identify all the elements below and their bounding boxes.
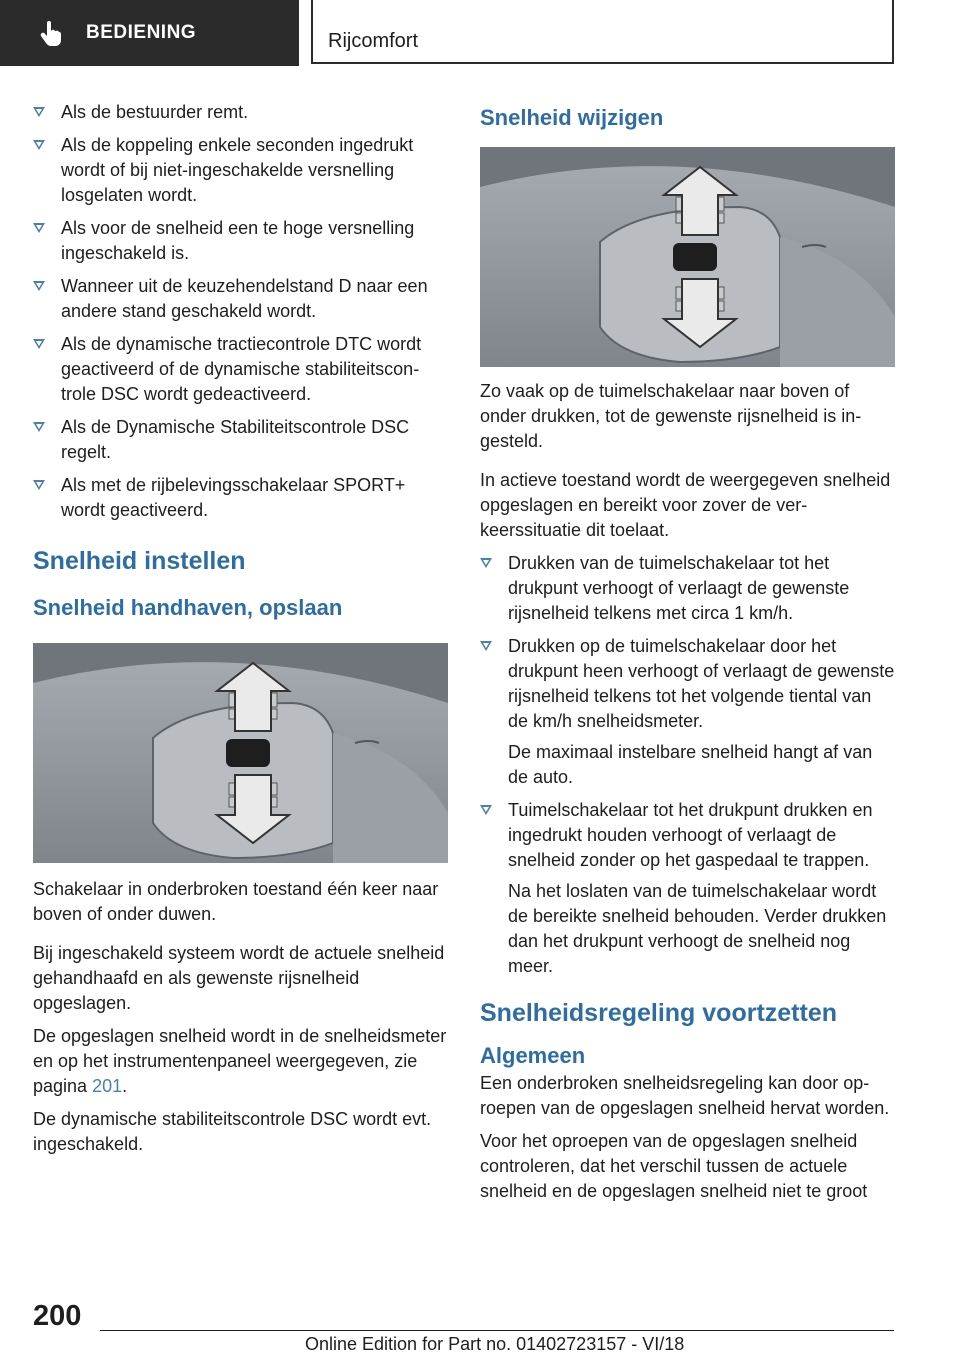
section-title: BEDIENING [86, 22, 197, 43]
chapter-header [311, 0, 894, 64]
paragraph: Voor het oproepen van de opgeslagen snelheid controleren, dat het verschil tussen de actuele snelheid en de opgeslagen snelheid niet te groot [480, 1131, 868, 1201]
steering-wheel-photo [33, 643, 448, 863]
list-item: Als met de rijbelevingsschakelaar SPORT+ wordt geactiveerd. [33, 473, 448, 523]
list-item: Als de dynamische tractiecontrole DTC wordt geactiveerd of de dynamische stabiliteitscontrole DSC wordt gedeactiveerd. [33, 332, 448, 407]
list-item: Als voor de snelheid een te hoge versnelling ingeschakeld is. [33, 216, 448, 266]
section-heading: Snelheid instellen [33, 547, 246, 575]
subsection-heading: Snelheid handhaven, opslaan [33, 595, 343, 620]
left-column [33, 100, 448, 1165]
hand-pointer-icon [40, 20, 66, 46]
paragraph: De dynamische stabiliteitscontrole DSC wordt evt. ingeschakeld. [33, 1109, 432, 1154]
steering-wheel-photo [480, 147, 895, 367]
triangle-bullet-icon [33, 140, 45, 150]
paragraph: De opgeslagen snelheid wordt in de snelheidsmeter en op het instrumentenpaneel weergegeven, zie pagina 201. [33, 1026, 447, 1096]
triangle-bullet-icon [33, 422, 45, 432]
triangle-bullet-icon [480, 805, 492, 815]
paragraph: In actieve toestand wordt de weergegeven snelheid opgeslagen en bereikt voor zover de verkeerssituatie dit toelaat. [480, 470, 891, 540]
list-item: Wanneer uit de keuzehendelstand D naar een andere stand geschakeld wordt. [33, 274, 448, 324]
edition-note: Online Edition for Part no. 01402723157 - VI/18 [305, 1334, 685, 1354]
speed-change-list [480, 551, 896, 979]
subsection-heading: Algemeen [480, 1043, 586, 1068]
list-item: Tuimelschakelaar tot het drukpunt drukken en ingedrukt houden verhoogt of verlaagt de snelheid zonder op het gaspedaal te trappen. Na het loslaten van de tuimelschakelaar wordt de bereikte snelheid behouden. Verder drukken dan het drukpunt verhoogt de snelheid nog meer. [480, 798, 896, 979]
list-item: Drukken op de tuimelschakelaar door het drukpunt heen verhoogt of verlaagt de gewenste rijsnelheid telkens tot het volgende tiental van de km/h snelheidsmeter. De maximaal instelbare snelheid hangt af van de auto. [480, 634, 896, 790]
page-number: 200 [33, 1300, 82, 1332]
list-item: Als de bestuurder remt. [33, 100, 448, 125]
triangle-bullet-icon [480, 641, 492, 651]
list-item: Als de Dynamische Stabiliteitscontrole DSC regelt. [33, 415, 448, 465]
paragraph: Zo vaak op de tuimelschakelaar naar boven of onder drukken, tot de gewenste rijsnelheid is ingesteld. [480, 381, 862, 451]
list-item: Drukken van de tuimelschakelaar tot het drukpunt verhoogt of verlaagt de gewenste rijsnelheid telkens met circa 1 km/h. [480, 551, 896, 626]
paragraph: Bij ingeschakeld systeem wordt de actuele snelheid gehandhaafd en als gewenste rijsnelheid opgeslagen. [33, 943, 445, 1013]
paragraph: Schakelaar in onderbroken toestand één keer naar boven of onder duwen. [33, 879, 439, 924]
triangle-bullet-icon [33, 480, 45, 490]
triangle-bullet-icon [33, 339, 45, 349]
section-tab [0, 0, 299, 66]
triangle-bullet-icon [33, 107, 45, 117]
triangle-bullet-icon [33, 281, 45, 291]
triangle-bullet-icon [480, 558, 492, 568]
footer-divider [100, 1330, 894, 1331]
list-item: Als de koppeling enkele seconden ingedrukt wordt of bij niet-ingeschakelde versnelling losgelaten wordt. [33, 133, 448, 208]
right-column [480, 100, 896, 1212]
paragraph: Een onderbroken snelheidsregeling kan door oproepen van de opgeslagen snelheid hervat worden. [480, 1073, 890, 1118]
section-heading: Snelheidsregeling voortzetten [480, 999, 838, 1027]
section-heading: Snelheid wijzigen [480, 105, 664, 130]
page-link[interactable]: 201 [92, 1076, 123, 1096]
chapter-title: Rijcomfort [328, 30, 419, 52]
triangle-bullet-icon [33, 223, 45, 233]
condition-list [33, 100, 448, 523]
